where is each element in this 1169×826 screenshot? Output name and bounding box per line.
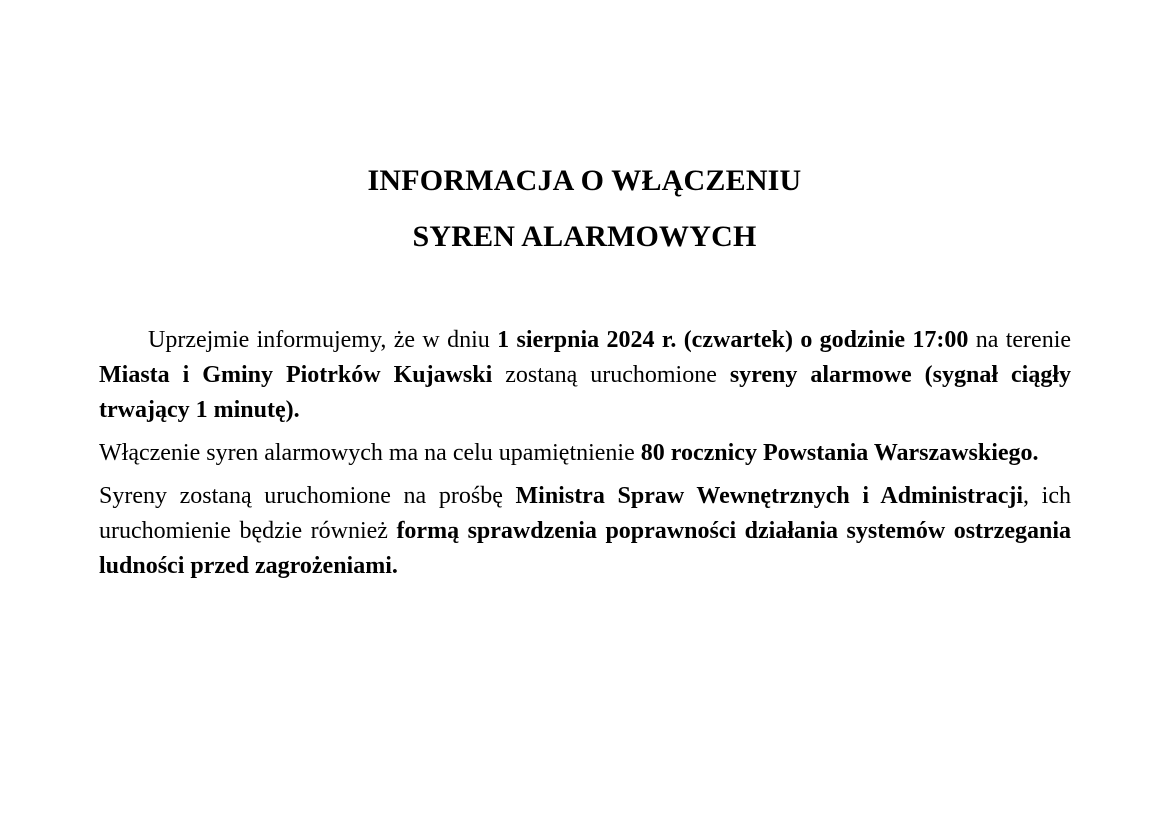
- request-intro-text: Syreny zostaną uruchomione na prośbę: [99, 483, 516, 509]
- announcement-intro-text: Uprzejmie informujemy, że w dniu: [148, 327, 498, 353]
- paragraph-request: [99, 479, 1071, 584]
- announcement-action-text: zostaną uruchomione: [492, 362, 730, 388]
- announcement-location: Miasta i Gminy Piotrków Kujawski: [99, 362, 493, 388]
- purpose-text: Włączenie syren alarmowych ma na celu upamiętnienie: [99, 440, 641, 466]
- purpose-anniversary: 80 rocznicy Powstania Warszawskiego.: [640, 440, 1039, 466]
- paragraph-purpose: [99, 436, 1071, 471]
- document-title-line-2: SYREN ALARMOWYCH: [412, 220, 757, 253]
- paragraph-announcement: [99, 323, 1071, 428]
- request-middle-text: , ich uruchomienie będzie również: [99, 483, 1071, 544]
- announcement-location-prefix: na terenie: [968, 327, 1072, 353]
- announcement-signal-description: syreny alarmowe (sygnał ciągły trwający 1 minutę).: [99, 362, 1071, 423]
- announcement-date-time: 1 sierpnia 2024 r. (czwartek) o godzinie 17:00: [497, 327, 969, 353]
- document-body: [99, 323, 1071, 592]
- request-ministry: Ministra Spraw Wewnętrznych i Administracji: [515, 483, 1024, 509]
- document-title-line-1: INFORMACJA O WŁĄCZENIU: [367, 164, 802, 197]
- request-test-purpose: formą sprawdzenia poprawności działania systemów ostrzegania ludności przed zagrożeniami.: [99, 518, 1072, 579]
